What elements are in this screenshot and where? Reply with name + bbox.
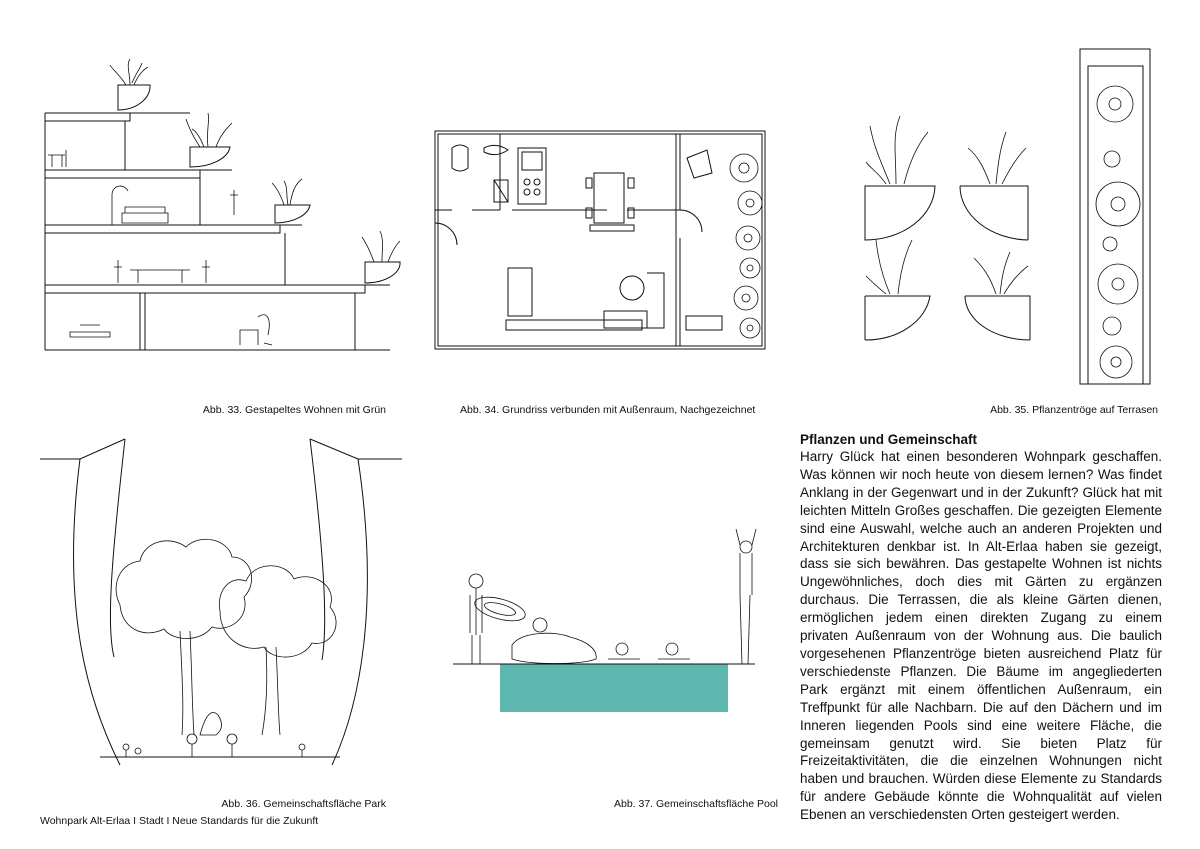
caption-abb33: Abb. 33. Gestapeltes Wohnen mit Grün [202, 404, 386, 416]
figure-stacked-housing [40, 55, 400, 355]
tree-icon [116, 539, 336, 735]
plant-icon [866, 86, 1140, 378]
caption-abb35: Abb. 35. Pflanzentröge auf Terrasen [990, 404, 1158, 416]
furniture-icon [48, 150, 272, 345]
pool-water [500, 664, 728, 712]
figure-park [40, 435, 402, 770]
swimmers-icon [469, 529, 756, 664]
figure-planter-troughs [860, 44, 1160, 384]
footer-text: Wohnpark Alt-Erlaa I Stadt I Neue Standards für die Zukunft [40, 815, 319, 827]
figure-floor-plan [432, 128, 768, 353]
caption-abb37: Abb. 37. Gemeinschaftsfläche Pool [613, 798, 778, 810]
caption-abb34: Abb. 34. Grundriss verbunden mit Außenraum, Nachgezeichnet [460, 404, 756, 416]
figure-pool [450, 525, 770, 725]
terrace-plants-icon [730, 154, 762, 338]
article-title: Pflanzen und Gemeinschaft [800, 432, 978, 447]
caption-abb36: Abb. 36. Gemeinschaftsfläche Park [221, 798, 386, 810]
plant-icon [110, 59, 400, 262]
article-block [800, 432, 1162, 824]
article-body: Harry Glück hat einen besonderen Wohnpark geschaffen. Was können wir noch heute von diesem lernen? Was findet Anklang in der Gegenwart und in der Zukunft? Glück hat mit leichten Mitteln Großes geschaffen. Die gezeigten Elemente sind eine Auswahl, welche auch an anderen Projekten und Architekturen denkbar ist. In Alt-Erlaa haben sie gezeigt, dass sie sich bewähren. Das gestapelte Wohnen ist nichts Ungewöhnliches, doch dies mit Gärten zu ergänzen durchaus. Die Terrassen, die als kleine Gärten dienen, ermöglichen jedem einen direkten Zugang zu einem privaten Außenraum von der Wohnung aus. Die baulich vorgesehenen Pflanzentröge bieten ausreichend Platz für verschiedenste Pflanzen. Die Bäume im angegliederten Park ergänzt mit einem öffentlichen Außenraum, ein Treffpunkt für alle Nachbarn. Die auf den Dächern und im Inneren liegenden Pools sind eine weitere Fläche, die gemeinsam genutzt wird. Sie bieten Platz für Freizeitaktivitäten, die die einzelnen Wohnungen nicht haben und brauchen. Würden diese Elemente zu Standards für andere Gebäude könnte die Wohnqualität auf vielen Ebenen an verschiedensten Orten gesteigert werden. [800, 449, 1162, 823]
people-icon [123, 713, 305, 758]
